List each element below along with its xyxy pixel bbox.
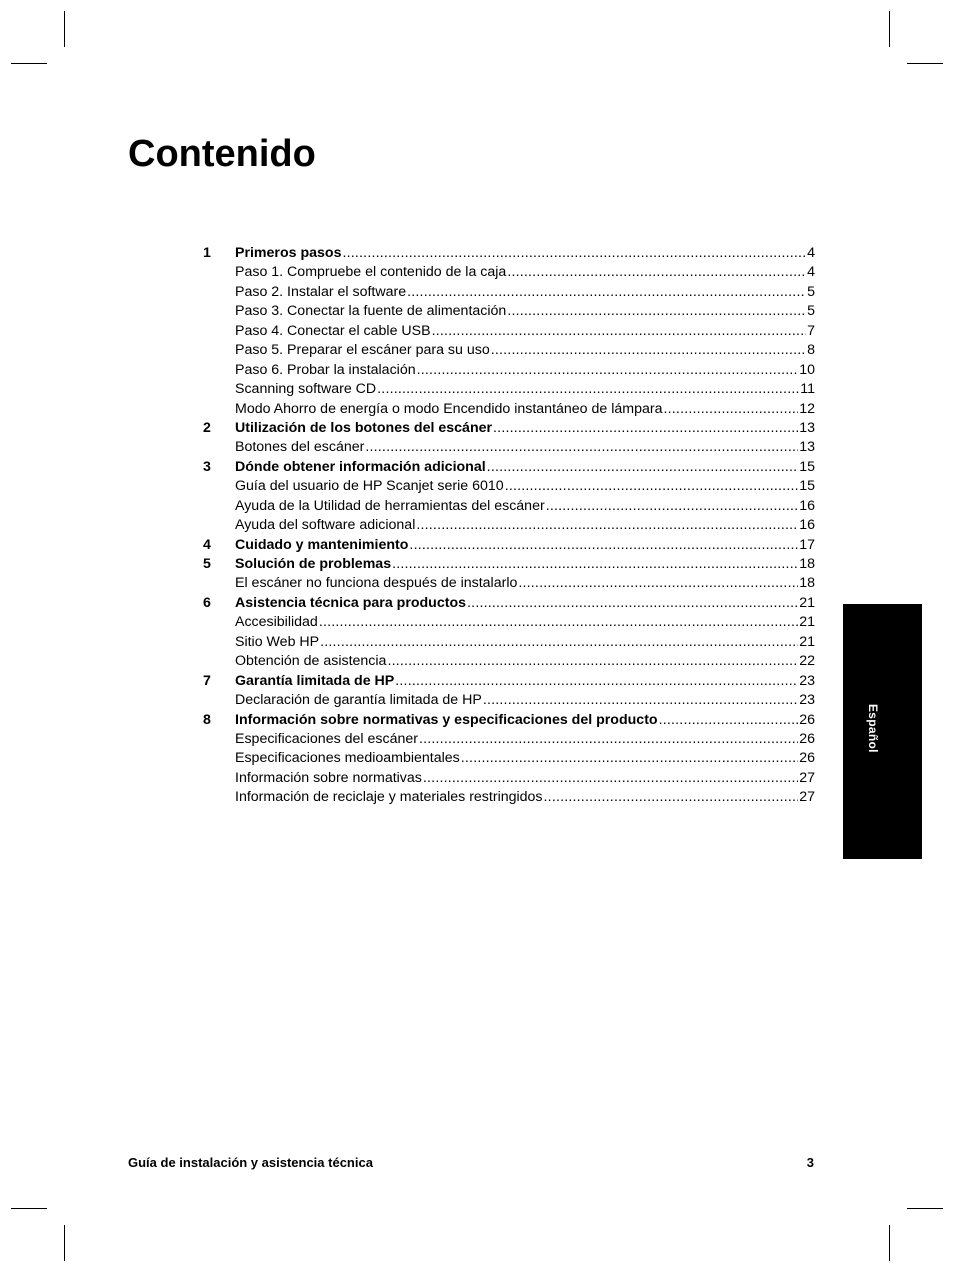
toc-section-row[interactable] <box>203 749 815 768</box>
toc-entry-title: Paso 5. Preparar el escáner para su uso <box>235 342 490 359</box>
toc-entry-title: Solución de problemas <box>235 556 392 572</box>
toc-entry-title: Utilización de los botones del escáner <box>235 419 493 436</box>
toc-chapter-row[interactable] <box>203 244 815 263</box>
language-side-tab <box>843 604 922 859</box>
toc-dot-leader <box>387 652 798 671</box>
toc-entry-title: Declaración de garantía limitada de HP <box>235 692 482 709</box>
toc-page-number: 18 <box>799 556 815 572</box>
toc-page-number: 15 <box>799 478 815 495</box>
toc-page-number: 22 <box>799 653 815 670</box>
toc-dot-leader <box>419 730 798 749</box>
toc-section-row[interactable] <box>203 769 815 788</box>
toc-page-number: 27 <box>799 789 815 806</box>
toc-chapter-number: 6 <box>203 594 211 611</box>
toc-entry-title: Guía del usuario de HP Scanjet serie 6010 <box>235 478 504 495</box>
toc-chapter-number: 4 <box>203 536 211 553</box>
toc-section-row[interactable] <box>203 730 815 749</box>
toc-section-row[interactable] <box>203 438 815 457</box>
toc-page-number: 4 <box>807 245 815 261</box>
toc-page-number: 26 <box>799 730 815 747</box>
toc-dot-leader <box>507 302 806 321</box>
toc-page-number: 27 <box>799 769 815 786</box>
toc-section-row[interactable] <box>203 574 815 593</box>
toc-section-row[interactable] <box>203 497 815 516</box>
toc-section-row[interactable] <box>203 283 815 302</box>
toc-chapter-number: 2 <box>203 419 211 436</box>
toc-entry-title: Obtención de asistencia <box>235 653 387 670</box>
toc-dot-leader <box>518 574 798 593</box>
toc-chapter-number: 1 <box>203 245 211 261</box>
toc-section-row[interactable] <box>203 380 815 399</box>
toc-dot-leader <box>320 633 798 652</box>
toc-entry-title: El escáner no funciona después de instalarlo <box>235 575 518 592</box>
toc-dot-leader <box>377 380 799 399</box>
toc-page-number: 7 <box>807 322 815 339</box>
toc-chapter-number: 3 <box>203 458 211 475</box>
toc-entry-title: Paso 4. Conectar el cable USB <box>235 322 431 339</box>
toc-page-number: 23 <box>799 692 815 709</box>
toc-section-row[interactable] <box>203 341 815 360</box>
toc-page-number: 5 <box>807 303 815 320</box>
toc-section-row[interactable] <box>203 302 815 321</box>
toc-entry-title: Información de reciclaje y materiales restringidos <box>235 789 543 806</box>
toc-chapter-number: 8 <box>203 711 211 728</box>
toc-entry-title: Primeros pasos <box>235 245 342 261</box>
crop-mark-top-left-horizontal <box>11 63 47 64</box>
crop-mark-top-right-horizontal <box>907 63 943 64</box>
toc-entry-title: Scanning software CD <box>235 381 377 398</box>
toc-page-number: 21 <box>799 633 815 650</box>
crop-mark-bottom-left-vertical <box>64 1225 65 1261</box>
toc-entry-title: Información sobre normativas y especificaciones del producto <box>235 711 658 728</box>
toc-dot-leader <box>505 477 799 496</box>
toc-dot-leader <box>493 419 798 438</box>
toc-entry-title: Paso 3. Conectar la fuente de alimentación <box>235 303 507 320</box>
crop-mark-top-left-vertical <box>64 11 65 47</box>
footer-document-title: Guía de instalación y asistencia técnica <box>128 1155 373 1170</box>
toc-dot-leader <box>664 400 799 419</box>
toc-section-row[interactable] <box>203 633 815 652</box>
toc-chapter-row[interactable] <box>203 594 815 613</box>
toc-page-number: 26 <box>799 750 815 767</box>
toc-dot-leader <box>365 438 798 457</box>
toc-entry-title: Cuidado y mantenimiento <box>235 536 409 553</box>
toc-section-row[interactable] <box>203 516 815 535</box>
toc-dot-leader <box>432 322 807 341</box>
crop-mark-bottom-left-horizontal <box>11 1208 47 1209</box>
toc-dot-leader <box>395 672 798 691</box>
toc-dot-leader <box>461 749 798 768</box>
toc-entry-title: Garantía limitada de HP <box>235 672 395 689</box>
toc-page-number: 26 <box>799 711 815 728</box>
toc-page-number: 17 <box>799 536 815 553</box>
toc-page-number: 8 <box>807 342 815 359</box>
toc-chapter-row[interactable] <box>203 458 815 477</box>
toc-page-number: 12 <box>799 400 815 417</box>
toc-section-row[interactable] <box>203 263 815 282</box>
toc-dot-leader <box>483 691 798 710</box>
toc-dot-leader <box>507 263 806 282</box>
toc-section-row[interactable] <box>203 400 815 419</box>
toc-chapter-row[interactable] <box>203 536 815 555</box>
toc-entry-title: Dónde obtener información adicional <box>235 458 486 475</box>
toc-page-number: 16 <box>799 497 815 514</box>
toc-section-row[interactable] <box>203 691 815 710</box>
toc-chapter-row[interactable] <box>203 555 815 574</box>
toc-page-number: 4 <box>807 264 815 281</box>
toc-dot-leader <box>491 341 806 360</box>
toc-entry-title: Asistencia técnica para productos <box>235 594 467 611</box>
crop-mark-bottom-right-horizontal <box>907 1208 943 1209</box>
toc-entry-title: Especificaciones medioambientales <box>235 750 460 767</box>
language-side-tab-label: Español <box>866 704 880 753</box>
toc-section-row[interactable] <box>203 652 815 671</box>
page-title: Contenido <box>128 133 316 175</box>
toc-page-number: 21 <box>799 614 815 631</box>
toc-dot-leader <box>409 536 798 555</box>
toc-section-row[interactable] <box>203 788 815 807</box>
toc-page-number: 10 <box>799 361 815 378</box>
toc-chapter-row[interactable] <box>203 711 815 730</box>
toc-page-number: 23 <box>799 672 815 689</box>
toc-entry-title: Paso 2. Instalar el software <box>235 283 407 300</box>
toc-dot-leader <box>546 497 799 516</box>
toc-page-number: 15 <box>799 458 815 475</box>
toc-dot-leader <box>467 594 798 613</box>
toc-dot-leader <box>423 769 798 788</box>
crop-mark-bottom-right-vertical <box>889 1225 890 1261</box>
toc-entry-title: Ayuda del software adicional <box>235 517 416 534</box>
toc-dot-leader <box>659 711 799 730</box>
crop-mark-top-right-vertical <box>889 11 890 47</box>
toc-page-number: 5 <box>807 283 815 300</box>
toc-dot-leader <box>342 244 806 263</box>
toc-dot-leader <box>319 613 798 632</box>
toc-dot-leader <box>487 458 799 477</box>
toc-entry-title: Especificaciones del escáner <box>235 730 418 747</box>
toc-entry-title: Botones del escáner <box>235 439 365 456</box>
toc-entry-title: Sitio Web HP <box>235 633 320 650</box>
toc-dot-leader <box>392 555 798 574</box>
toc-entry-title: Ayuda de la Utilidad de herramientas del escáner <box>235 497 545 514</box>
toc-entry-title: Paso 1. Compruebe el contenido de la caja <box>235 264 507 281</box>
toc-dot-leader <box>544 788 799 807</box>
toc-page-number: 13 <box>799 439 815 456</box>
toc-page-number: 21 <box>799 594 815 611</box>
toc-section-row[interactable] <box>203 361 815 380</box>
toc-dot-leader <box>407 283 806 302</box>
table-of-contents <box>203 244 815 808</box>
toc-entry-title: Paso 6. Probar la instalación <box>235 361 416 378</box>
toc-entry-title: Información sobre normativas <box>235 769 422 786</box>
toc-section-row[interactable] <box>203 613 815 632</box>
toc-entry-title: Accesibilidad <box>235 614 318 631</box>
toc-chapter-row[interactable] <box>203 672 815 691</box>
toc-page-number: 13 <box>799 419 815 436</box>
toc-dot-leader <box>416 516 798 535</box>
footer-page-number: 3 <box>806 1155 814 1170</box>
toc-chapter-row[interactable] <box>203 419 815 438</box>
toc-section-row[interactable] <box>203 322 815 341</box>
toc-page-number: 16 <box>799 517 815 534</box>
toc-chapter-number: 5 <box>203 556 211 572</box>
toc-page-number: 18 <box>799 575 815 592</box>
toc-section-row[interactable] <box>203 477 815 496</box>
toc-dot-leader <box>417 361 799 380</box>
toc-page-number: 11 <box>800 381 815 398</box>
toc-entry-title: Modo Ahorro de energía o modo Encendido instantáneo de lámpara <box>235 400 663 417</box>
toc-chapter-number: 7 <box>203 672 211 689</box>
